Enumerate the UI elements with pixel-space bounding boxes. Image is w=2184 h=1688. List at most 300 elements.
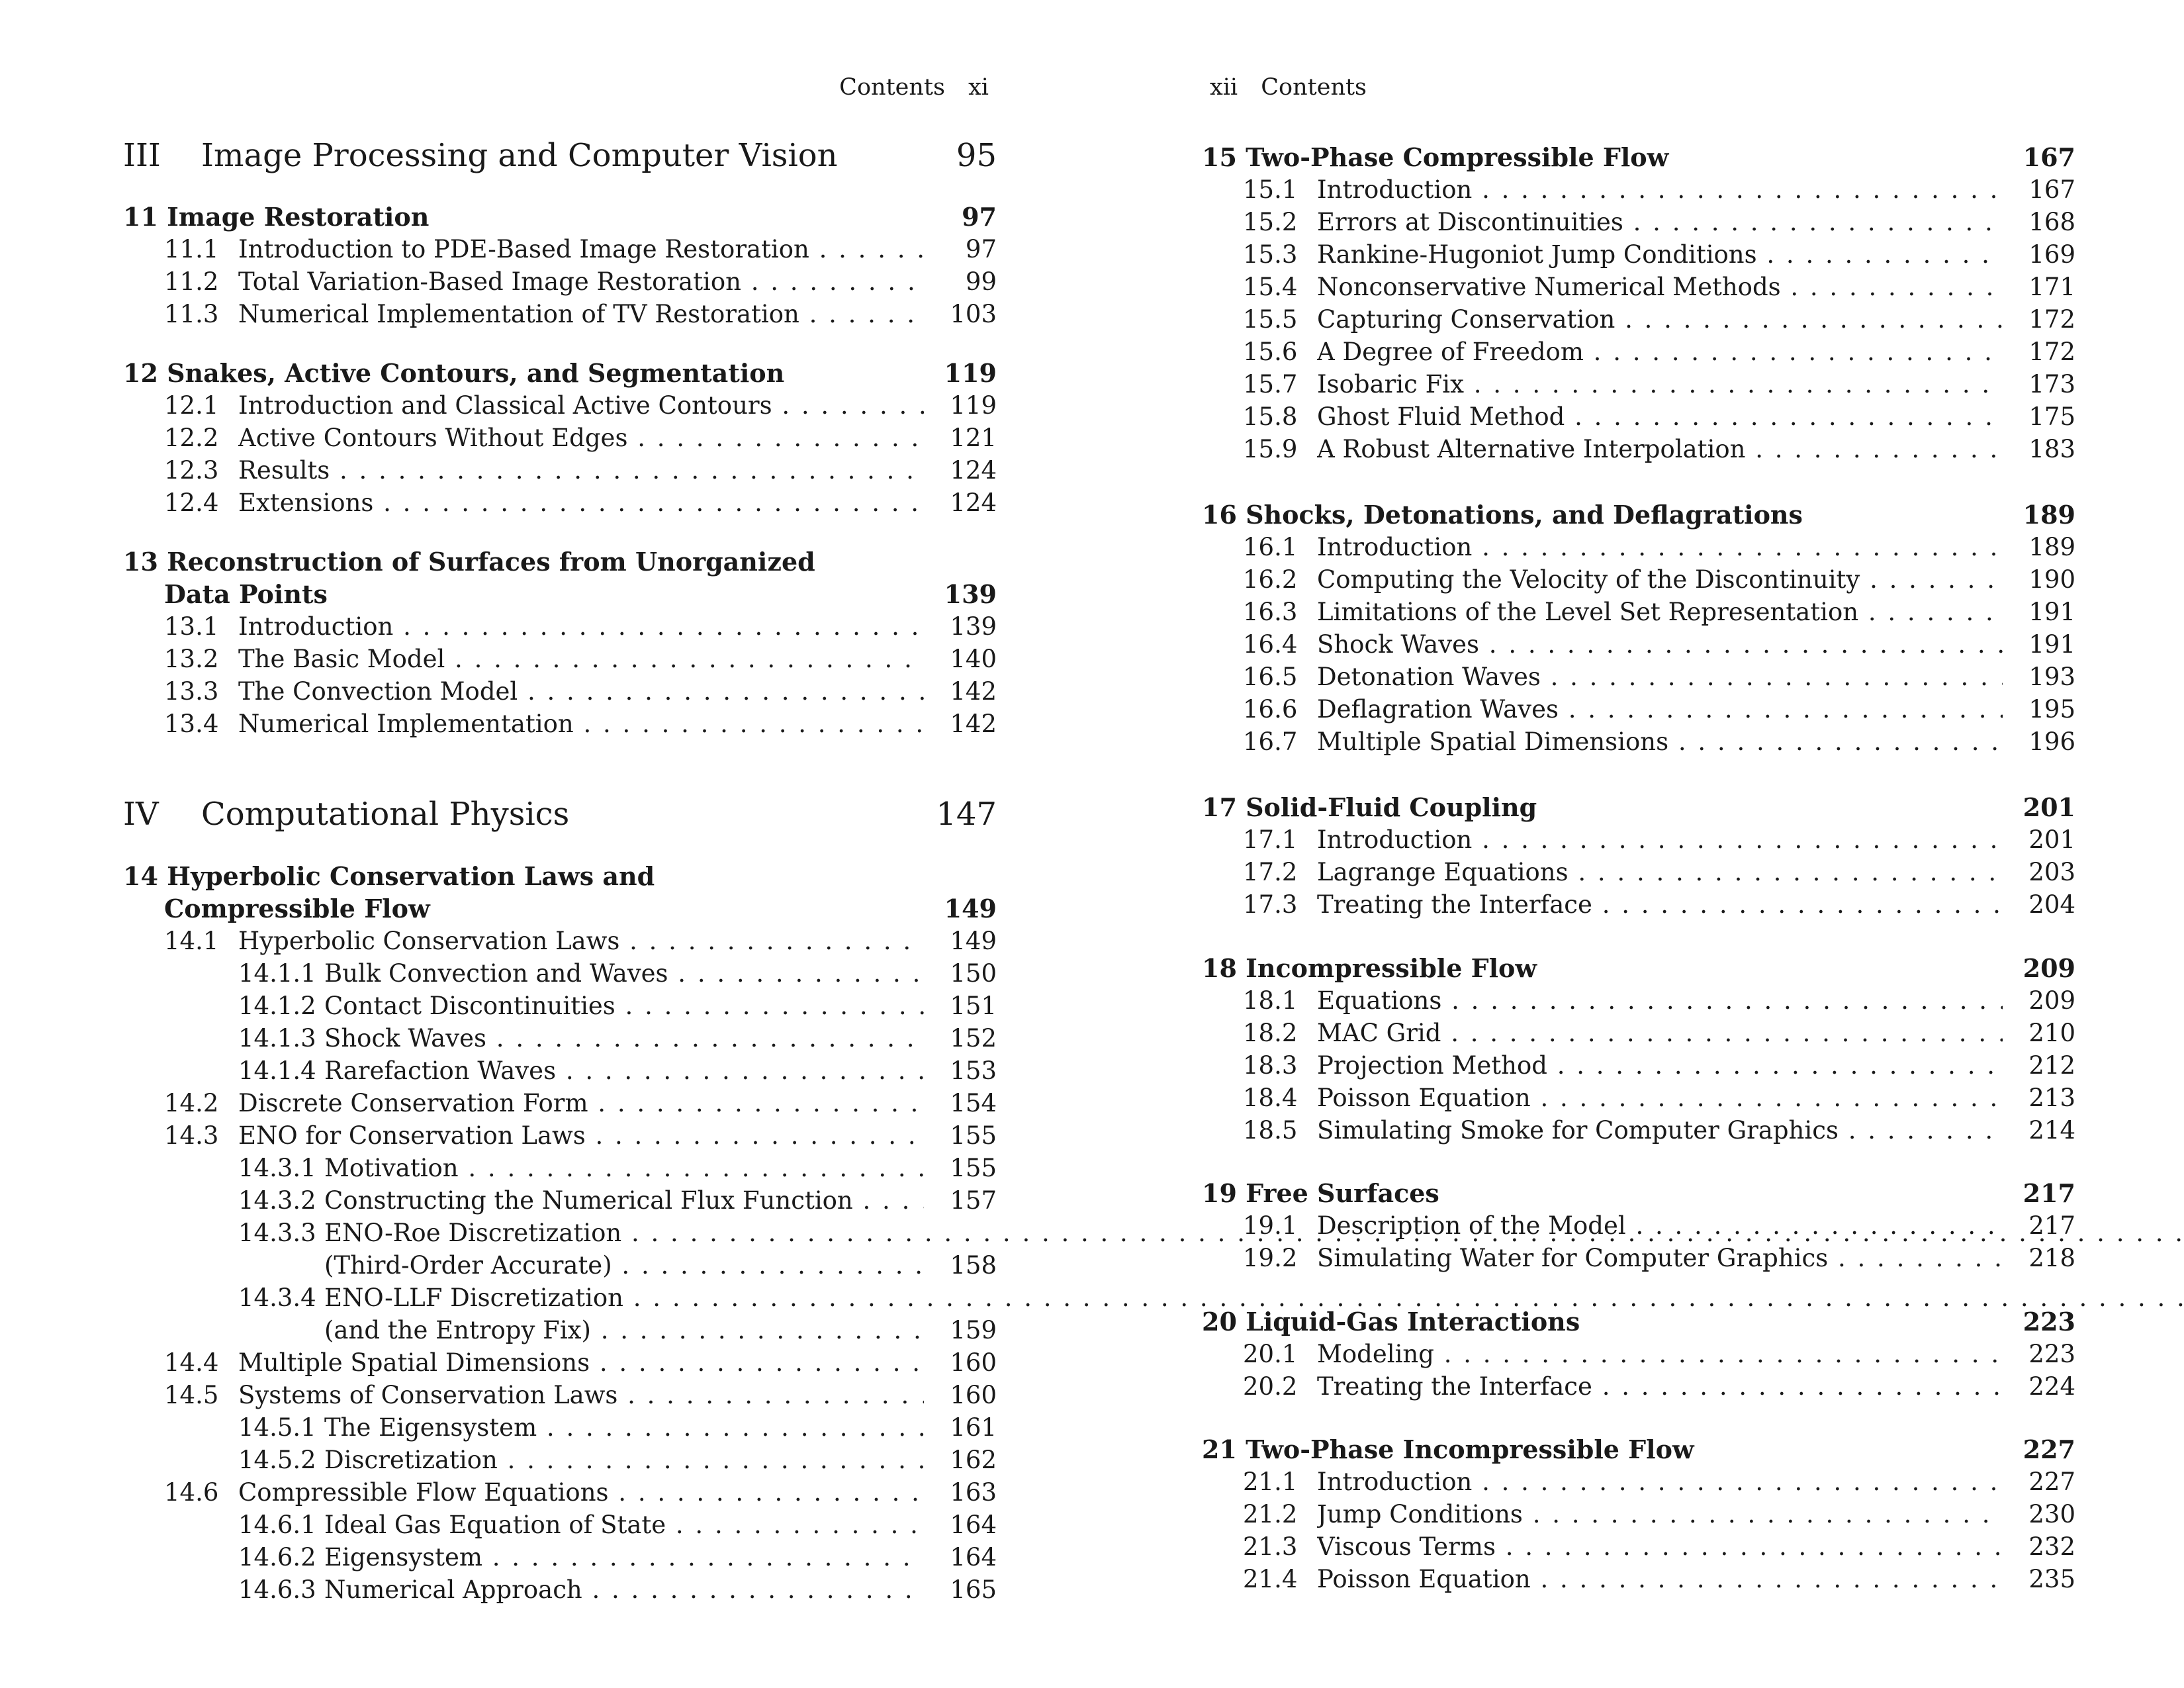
toc-entry[interactable] [1202, 630, 2075, 660]
entry-page: 217 [2028, 1211, 2075, 1240]
entry-page: 230 [2028, 1500, 2075, 1528]
toc-entry[interactable] [1202, 1211, 2075, 1241]
toc-subentry[interactable] [123, 1542, 997, 1573]
chapter-heading[interactable] [1202, 1434, 2075, 1466]
toc-entry[interactable] [123, 709, 997, 739]
toc-entry[interactable] [1202, 1339, 2075, 1370]
toc-entry[interactable] [1202, 1051, 2075, 1081]
entry-number: 15.9 [1243, 435, 1298, 463]
entry-title: Ghost Fluid Method . . . [1317, 402, 2003, 432]
toc-entry[interactable] [1202, 402, 2075, 432]
toc-entry[interactable] [1202, 337, 2075, 367]
entry-title: Discrete Conservation Form . . . [238, 1088, 924, 1119]
entry-page: 119 [950, 391, 997, 420]
entry-title: Lagrange Equations . . . [1317, 857, 2003, 888]
entry-title: A Robust Alternative Interpolation . . . [1317, 434, 2003, 465]
chapter-page: 201 [2023, 792, 2075, 822]
entry-page: 159 [950, 1316, 997, 1344]
entry-page: 191 [2028, 630, 2075, 659]
entry-page: 151 [950, 992, 997, 1020]
entry-title: Treating the Interface . . . [1317, 1372, 2003, 1402]
entry-title: Extensions . . . [238, 488, 924, 518]
entry-page: 157 [950, 1186, 997, 1215]
entry-page: 172 [2028, 338, 2075, 366]
entry-title: Poisson Equation . . . [1317, 1564, 2003, 1595]
toc-entry[interactable] [123, 1348, 997, 1378]
entry-number: 12.3 [164, 456, 219, 485]
entry-number: 14.6 [164, 1478, 219, 1507]
entry-number: 11.1 [164, 235, 219, 263]
chapter-title: 11 Image Restoration [123, 202, 430, 232]
toc-subentry[interactable] [123, 991, 997, 1021]
part-numeral: III [123, 137, 161, 174]
entry-page: 227 [2028, 1468, 2075, 1496]
chapter-title: 21 Two-Phase Incompressible Flow [1202, 1434, 1694, 1464]
entry-page: 171 [2028, 273, 2075, 301]
entry-number: 14.6.1 [238, 1511, 316, 1539]
toc-subentry[interactable] [123, 1153, 997, 1184]
toc-entry[interactable] [1202, 369, 2075, 400]
entry-number: 13.1 [164, 612, 219, 641]
entry-page: 139 [950, 612, 997, 641]
entry-number: 11.3 [164, 300, 219, 328]
toc-entry[interactable] [1202, 1467, 2075, 1497]
entry-number: 12.2 [164, 424, 219, 452]
entry-page: 165 [950, 1575, 997, 1604]
toc-entry[interactable] [123, 299, 997, 330]
entry-number: 16.6 [1243, 695, 1298, 724]
entry-title: Results . . . [238, 455, 924, 486]
toc-subentry[interactable] [123, 1023, 997, 1054]
entry-number: 16.3 [1243, 598, 1298, 626]
entry-page: 124 [950, 489, 997, 517]
part-page: 95 [956, 137, 997, 174]
entry-number: 14.5 [164, 1381, 219, 1409]
chapter-page: 139 [944, 579, 997, 609]
toc-subentry[interactable] [123, 1283, 997, 1313]
entry-title: Discretization . . . [324, 1445, 924, 1476]
entry-title: Compressible Flow Equations . . . [238, 1477, 924, 1508]
entry-number: 21.2 [1243, 1500, 1298, 1528]
entry-number: 17.1 [1243, 825, 1298, 854]
toc-subentry[interactable] [123, 1413, 997, 1443]
entry-page: 204 [2028, 890, 2075, 919]
entry-page: 235 [2028, 1565, 2075, 1593]
entry-page: 99 [965, 267, 997, 296]
toc-entry[interactable] [1202, 1499, 2075, 1530]
toc-entry[interactable] [123, 234, 997, 265]
entry-title: Numerical Approach . . . [324, 1575, 924, 1605]
left-page [123, 0, 997, 1688]
entry-number: 12.4 [164, 489, 219, 517]
toc-entry[interactable] [1202, 662, 2075, 692]
entry-page: 172 [2028, 305, 2075, 334]
toc-entry[interactable] [123, 488, 997, 518]
toc-subentry[interactable] [123, 1056, 997, 1086]
toc-entry[interactable] [1202, 1083, 2075, 1113]
toc-entry[interactable] [1202, 1564, 2075, 1595]
chapter-title: 19 Free Surfaces [1202, 1178, 1439, 1208]
entry-title: (Third-Order Accurate) . . . [324, 1250, 924, 1281]
chapter-title: 14 Hyperbolic Conservation Laws and [123, 861, 655, 891]
toc-entry[interactable] [1202, 857, 2075, 888]
toc-entry[interactable] [123, 1477, 997, 1508]
entry-title: Errors at Discontinuities . . . [1317, 207, 2003, 238]
entry-page: 201 [2028, 825, 2075, 854]
toc-entry[interactable] [1202, 434, 2075, 465]
entry-page: 224 [2028, 1372, 2075, 1401]
entry-title: Simulating Water for Computer Graphics . . . [1317, 1243, 2003, 1274]
entry-title: Jump Conditions . . . [1317, 1499, 2003, 1530]
entry-page: 161 [950, 1413, 997, 1442]
entry-number: 14.3.1 [238, 1154, 316, 1182]
toc-entry[interactable] [123, 1380, 997, 1411]
chapter-page: 189 [2023, 500, 2075, 530]
entry-title: A Degree of Freedom . . . [1317, 337, 2003, 367]
entry-title: Constructing the Numerical Flux Function . . . [324, 1186, 924, 1216]
entry-title: Eigensystem . . . [324, 1542, 924, 1573]
entry-number: 21.1 [1243, 1468, 1298, 1496]
entry-number: 18.3 [1243, 1051, 1298, 1080]
entry-number: 16.1 [1243, 533, 1298, 561]
entry-page: 164 [950, 1543, 997, 1571]
entry-number: 20.1 [1243, 1340, 1298, 1368]
chapter-page: 223 [2023, 1307, 2075, 1336]
toc-entry[interactable] [123, 1121, 997, 1151]
entry-page: 173 [2028, 370, 2075, 399]
entry-number: 15.4 [1243, 273, 1298, 301]
entry-number: 16.5 [1243, 663, 1298, 691]
entry-page: 195 [2028, 695, 2075, 724]
toc-subentry[interactable] [123, 1218, 997, 1248]
entry-number: 21.3 [1243, 1532, 1298, 1561]
entry-title: Introduction to PDE-Based Image Restoration . . . [238, 234, 924, 265]
toc-entry[interactable] [123, 644, 997, 675]
entry-number: 14.1 [164, 927, 219, 955]
toc-entry[interactable] [1202, 207, 2075, 238]
entry-page: 214 [2028, 1116, 2075, 1145]
running-head-title: Contents [1261, 74, 1367, 101]
chapter-page: 227 [2023, 1434, 2075, 1464]
entry-title: Numerical Implementation of TV Restoration . . . [238, 299, 924, 330]
entry-page: 212 [2028, 1051, 2075, 1080]
entry-page: 218 [2028, 1244, 2075, 1272]
entry-title: ENO for Conservation Laws . . . [238, 1121, 924, 1151]
entry-number: 19.1 [1243, 1211, 1298, 1240]
chapter-heading[interactable] [1202, 792, 2075, 823]
entry-number: 18.1 [1243, 986, 1298, 1015]
entry-page: 124 [950, 456, 997, 485]
entry-number: 14.3.2 [238, 1186, 316, 1215]
entry-title: Isobaric Fix . . . [1317, 369, 2003, 400]
entry-number: 14.2 [164, 1089, 219, 1117]
entry-title: Introduction . . . [1317, 532, 2003, 563]
toc-entry[interactable] [1202, 597, 2075, 628]
entry-title: Poisson Equation . . . [1317, 1083, 2003, 1113]
chapter-title: Compressible Flow [164, 894, 430, 923]
entry-number: 14.1.2 [238, 992, 316, 1020]
entry-number: 14.6.3 [238, 1575, 316, 1604]
chapter-heading[interactable] [123, 546, 997, 578]
entry-number: 14.3 [164, 1121, 219, 1150]
toc-entry[interactable] [1202, 1532, 2075, 1562]
part-heading[interactable] [123, 794, 997, 834]
toc-entry[interactable] [1202, 890, 2075, 920]
running-head [1202, 74, 1375, 101]
entry-title: Equations . . . [1317, 986, 2003, 1016]
entry-title: Introduction . . . [1317, 175, 2003, 205]
toc-entry[interactable] [1202, 532, 2075, 563]
chapter-title: 18 Incompressible Flow [1202, 953, 1537, 983]
part-page: 147 [936, 796, 997, 833]
entry-title: Capturing Conservation . . . [1317, 305, 2003, 335]
entry-number: 19.2 [1243, 1244, 1298, 1272]
entry-number: 21.4 [1243, 1565, 1298, 1593]
entry-title: Viscous Terms . . . [1317, 1532, 2003, 1562]
toc-entry[interactable] [123, 612, 997, 642]
chapter-page: 217 [2023, 1178, 2075, 1208]
chapter-title: 17 Solid-Fluid Coupling [1202, 792, 1537, 822]
entry-page: 155 [950, 1154, 997, 1182]
entry-number: 14.1.3 [238, 1024, 316, 1053]
toc-entry[interactable] [123, 926, 997, 957]
part-title: Image Processing and Computer Vision [201, 137, 838, 174]
entry-title: Introduction . . . [238, 612, 924, 642]
right-page [1202, 0, 2075, 1688]
entry-number: 15.8 [1243, 402, 1298, 431]
running-head [831, 74, 997, 101]
toc-entry[interactable] [1202, 1115, 2075, 1146]
chapter-page: 119 [944, 358, 997, 388]
toc-entry[interactable] [1202, 1243, 2075, 1274]
chapter-title: Data Points [164, 579, 328, 609]
entry-title: Multiple Spatial Dimensions . . . [238, 1348, 924, 1378]
entry-title: Numerical Implementation . . . [238, 709, 924, 739]
entry-number: 14.5.1 [238, 1413, 316, 1442]
entry-page: 154 [950, 1089, 997, 1117]
entry-page: 183 [2028, 435, 2075, 463]
entry-page: 167 [2028, 175, 2075, 204]
entry-title: Introduction . . . [1317, 825, 2003, 855]
toc-entry[interactable] [123, 267, 997, 297]
entry-page: 142 [950, 677, 997, 706]
entry-number: 15.3 [1243, 240, 1298, 269]
entry-page: 150 [950, 959, 997, 988]
toc-entry[interactable] [1202, 825, 2075, 855]
entry-title: Systems of Conservation Laws . . . [238, 1380, 924, 1411]
entry-title: Nonconservative Numerical Methods . . . [1317, 272, 2003, 303]
toc-entry[interactable] [1202, 240, 2075, 270]
entry-title: Projection Method . . . [1317, 1051, 2003, 1081]
entry-page: 175 [2028, 402, 2075, 431]
entry-title: Shock Waves . . . [1317, 630, 2003, 660]
entry-page: 163 [950, 1478, 997, 1507]
entry-page: 223 [2028, 1340, 2075, 1368]
entry-number: 12.1 [164, 391, 219, 420]
part-numeral: IV [123, 796, 159, 833]
toc-subentry[interactable] [123, 1186, 997, 1216]
chapter-title: 13 Reconstruction of Surfaces from Unorganized [123, 547, 815, 577]
entry-page: 142 [950, 710, 997, 738]
entry-number: 17.2 [1243, 858, 1298, 886]
entry-title: Introduction . . . [1317, 1467, 2003, 1497]
entry-title: Computing the Velocity of the Discontinuity . . . [1317, 565, 2003, 595]
chapter-heading-continued[interactable] [123, 579, 997, 610]
entry-number: 16.4 [1243, 630, 1298, 659]
entry-title: Contact Discontinuities . . . [324, 991, 924, 1021]
running-head-title: Contents [839, 74, 945, 101]
page-number: xi [968, 74, 989, 101]
entry-title: Treating the Interface . . . [1317, 890, 2003, 920]
entry-page: 210 [2028, 1019, 2075, 1047]
entry-title: The Eigensystem . . . [324, 1413, 924, 1443]
toc-entry[interactable] [1202, 175, 2075, 205]
entry-number: 15.2 [1243, 208, 1298, 236]
entry-number: 14.6.2 [238, 1543, 316, 1571]
entry-page: 190 [2028, 565, 2075, 594]
entry-number: 14.4 [164, 1348, 219, 1377]
chapter-page: 97 [962, 202, 997, 232]
entry-title: Active Contours Without Edges . . . [238, 423, 924, 453]
toc-entry[interactable] [123, 423, 997, 453]
toc-subentry[interactable] [123, 1445, 997, 1476]
entry-title: Hyperbolic Conservation Laws . . . [238, 926, 924, 957]
entry-number: 13.2 [164, 645, 219, 673]
entry-number: 14.1.4 [238, 1056, 316, 1085]
entry-title: Rarefaction Waves . . . [324, 1056, 924, 1086]
entry-title: MAC Grid . . . [1317, 1018, 2003, 1049]
entry-title: Detonation Waves . . . [1317, 662, 2003, 692]
entry-page: 97 [965, 235, 997, 263]
chapter-title: 15 Two-Phase Compressible Flow [1202, 142, 1669, 172]
toc-subentry[interactable] [123, 1510, 997, 1540]
chapter-heading[interactable] [1202, 1306, 2075, 1338]
entry-title: Limitations of the Level Set Representation . . . [1317, 597, 2003, 628]
page-number: xii [1210, 74, 1238, 101]
chapter-page: 149 [944, 894, 997, 923]
entry-number: 18.4 [1243, 1084, 1298, 1112]
entry-page: 160 [950, 1381, 997, 1409]
entry-title: The Convection Model . . . [238, 677, 924, 707]
entry-page: 160 [950, 1348, 997, 1377]
entry-page: 158 [950, 1251, 997, 1280]
entry-number: 18.2 [1243, 1019, 1298, 1047]
entry-title: Rankine-Hugoniot Jump Conditions . . . [1317, 240, 2003, 270]
entry-number: 15.1 [1243, 175, 1298, 204]
entry-page: 153 [950, 1056, 997, 1085]
entry-title: The Basic Model . . . [238, 644, 924, 675]
chapter-heading[interactable] [1202, 953, 2075, 984]
entry-number: 14.3.3 [238, 1219, 316, 1247]
entry-page: 162 [950, 1446, 997, 1474]
toc-entry[interactable] [123, 677, 997, 707]
chapter-page: 167 [2023, 142, 2075, 172]
entry-page: 140 [950, 645, 997, 673]
entry-page: 168 [2028, 208, 2075, 236]
toc-entry[interactable] [1202, 727, 2075, 757]
entry-title: ENO-LLF Discretization . . . [324, 1283, 2184, 1313]
toc-entry[interactable] [1202, 272, 2075, 303]
entry-number: 15.6 [1243, 338, 1298, 366]
toc-entry[interactable] [123, 391, 997, 421]
chapter-heading[interactable] [123, 861, 997, 892]
entry-page: 209 [2028, 986, 2075, 1015]
toc-entry[interactable] [123, 455, 997, 486]
entry-number: 18.5 [1243, 1116, 1298, 1145]
chapter-page: 209 [2023, 953, 2075, 983]
entry-number: 11.2 [164, 267, 219, 296]
entry-title: (and the Entropy Fix) . . . [324, 1315, 924, 1346]
entry-page: 213 [2028, 1084, 2075, 1112]
toc-subentry-continued[interactable] [123, 1315, 997, 1346]
toc-subentry[interactable] [123, 1575, 997, 1605]
chapter-heading[interactable] [1202, 499, 2075, 531]
toc-entry[interactable] [1202, 565, 2075, 595]
entry-title: Modeling . . . [1317, 1339, 2003, 1370]
entry-title: Ideal Gas Equation of State . . . [324, 1510, 924, 1540]
entry-page: 164 [950, 1511, 997, 1539]
entry-number: 14.3.4 [238, 1284, 316, 1312]
entry-number: 13.3 [164, 677, 219, 706]
part-heading[interactable] [123, 136, 997, 175]
chapter-heading[interactable] [1202, 1178, 2075, 1209]
entry-title: ENO-Roe Discretization . . . [324, 1218, 2184, 1248]
entry-page: 155 [950, 1121, 997, 1150]
entry-page: 121 [950, 424, 997, 452]
entry-number: 14.5.2 [238, 1446, 316, 1474]
toc-entry[interactable] [1202, 986, 2075, 1016]
entry-title: Multiple Spatial Dimensions . . . [1317, 727, 2003, 757]
entry-number: 16.2 [1243, 565, 1298, 594]
toc-subentry-continued[interactable] [123, 1250, 997, 1281]
entry-number: 20.2 [1243, 1372, 1298, 1401]
entry-page: 196 [2028, 727, 2075, 756]
entry-title: Simulating Smoke for Computer Graphics . . . [1317, 1115, 2003, 1146]
entry-title: Motivation . . . [324, 1153, 924, 1184]
entry-page: 203 [2028, 858, 2075, 886]
chapter-heading[interactable] [123, 201, 997, 233]
chapter-title: 16 Shocks, Detonations, and Deflagrations [1202, 500, 1803, 530]
chapter-heading[interactable] [123, 357, 997, 389]
chapter-heading-continued[interactable] [123, 893, 997, 925]
entry-page: 193 [2028, 663, 2075, 691]
entry-number: 16.7 [1243, 727, 1298, 756]
toc-subentry[interactable] [123, 959, 997, 989]
chapter-heading[interactable] [1202, 142, 2075, 173]
toc-entry[interactable] [1202, 694, 2075, 725]
entry-page: 189 [2028, 533, 2075, 561]
entry-title: Total Variation-Based Image Restoration . . . [238, 267, 924, 297]
toc-entry[interactable] [1202, 1372, 2075, 1402]
chapter-title: 20 Liquid-Gas Interactions [1202, 1307, 1580, 1336]
entry-page: 169 [2028, 240, 2075, 269]
entry-page: 152 [950, 1024, 997, 1053]
entry-number: 14.1.1 [238, 959, 316, 988]
entry-number: 15.5 [1243, 305, 1298, 334]
entry-title: Deflagration Waves . . . [1317, 694, 2003, 725]
chapter-title: 12 Snakes, Active Contours, and Segmentation [123, 358, 785, 388]
toc-entry[interactable] [1202, 1018, 2075, 1049]
part-title: Computational Physics [201, 796, 570, 833]
entry-number: 15.7 [1243, 370, 1298, 399]
entry-number: 13.4 [164, 710, 219, 738]
toc-entry[interactable] [1202, 305, 2075, 335]
toc-entry[interactable] [123, 1088, 997, 1119]
entry-number: 17.3 [1243, 890, 1298, 919]
entry-title: Shock Waves . . . [324, 1023, 924, 1054]
entry-title: Introduction and Classical Active Contours . . . [238, 391, 924, 421]
entry-page: 149 [950, 927, 997, 955]
